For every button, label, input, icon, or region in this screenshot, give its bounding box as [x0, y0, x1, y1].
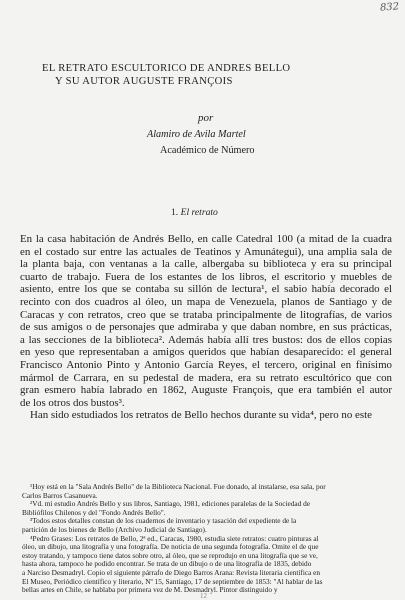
footnote-line: ¹Hoy está en la "Sala Andrés Bello" de la Biblioteca Nacional. Fue donado, al instalarse, esa sala, por [30, 483, 326, 491]
title-line-2: Y SU AUTOR AUGUSTE FRANÇOIS [55, 76, 233, 87]
footnote-line: Carlos Barros Casanueva. [22, 491, 98, 500]
footnote-line: ⁴Pedro Grases: Los retratos de Bello, 2ª ed., Caracas, 1980, estudia siete retratos: cuatro pinturas al [30, 534, 319, 543]
body-line: Francisco Antonio Pinto y Antonio García Reyes, el tercero, original en finísimo [20, 358, 392, 371]
body-line: de sus amigos o de personajes que admiraba y que daban nombre, en sus prácticas, [20, 321, 392, 334]
page-number: 12 [200, 592, 207, 600]
footnote-line: partición de los bienes de Bello (Archivo Judicial de Santiago). [22, 525, 207, 534]
footnote-line: hasta ahora, tampoco he podido encontrar. Se trata de un dibujo o de una litografía de 1835, debido [22, 560, 312, 569]
footnote-line: a Narciso Desmadryl. Copio el siguiente párrafo de Diego Barros Arana: Revista literaria científica en [22, 568, 321, 577]
footnote-line: El Museo, Periódico científico y literario, Nº 15, Santiago, 17 de septiembre de 1853: "Al hablar de las [22, 577, 323, 586]
body-line: cuarto de trabajo. Fuera de los estantes de los libros, el escritorio y muebles de [20, 270, 392, 283]
body-line: Han sido estudiados los retratos de Bello hechos durante su vida⁴, pero no este [30, 409, 372, 422]
body-line: a las secciones de la biblioteca². Además había allí tres bustos: dos de ellos copias [20, 333, 392, 346]
footnote-line: ²Vd. mi estudio Andrés Bello y sus libros, Santiago, 1981, ediciones paralelas de la Sociedad de [30, 500, 311, 509]
body-line: recinto con dos cuadros al óleo, un mapa de Venezuela, planos de Santiago y de [20, 295, 392, 308]
byline-por: por [198, 112, 214, 124]
title-line-1: EL RETRATO ESCULTORICO DE ANDRES BELLO [42, 63, 291, 74]
body-line: En la casa habitación de Andrés Bello, en calle Catedral 100 (a mitad de la cuadra [20, 233, 392, 245]
author-name: Alamiro de Avila Martel [147, 129, 246, 140]
section-number: 1. [171, 207, 179, 218]
body-paragraphs [20, 233, 392, 422]
section-title: El retrato [180, 207, 218, 218]
footnote-line: bellas artes en Chile, se hablaba por primera vez de M. Desmadryl. Pintor distinguido y [22, 586, 278, 595]
section-heading [171, 207, 218, 218]
body-line: en el costado sur entre las actuales de Teatinos y Amunátegui), una amplia sala de [20, 245, 392, 258]
body-line: Caracas y con retratos, creo que se trataba principalmente de litografías, de varios [20, 308, 392, 321]
body-line: de los otros dos bustos³. [20, 396, 125, 409]
article-title [42, 62, 382, 88]
footnote-line: estoy tratando, y tampoco tiene datos sobre otro, al óleo, que se reprodujo en una litografía que se ve, [22, 551, 318, 560]
footnotes [22, 483, 392, 595]
body-line: asiento, entre los que se contaba su sillón de lectura¹, el sabio había decorado el [20, 283, 392, 296]
body-line: gran esmero había labrado en 1862, Auguste François, que era también el autor [20, 384, 392, 397]
page-stamp-number: 832 [379, 1, 400, 14]
body-line: en yeso que representaban a amigos queridos que habían desaparecido: el general [20, 346, 392, 359]
author-role: Académico de Número [160, 145, 255, 156]
footnote-line: óleo, un dibujo, una litografía y una fotografía. De noticia de una segunda fotografía. Omite el de que [22, 543, 319, 552]
footnote-line: Bibliófilos Chilenos y del "Fondo Andrés Bello". [22, 508, 166, 517]
footnote-line: ³Todos estos detalles constan de los cuadernos de inventario y tasación del expediente de la [30, 517, 297, 526]
body-line: mármol de Carrara, en su pedestal de madera, era su retrato escultórico que con [20, 371, 392, 384]
body-line: la planta baja, con ventanas a la calle, albergaba su biblioteca y era su principal [20, 258, 392, 271]
